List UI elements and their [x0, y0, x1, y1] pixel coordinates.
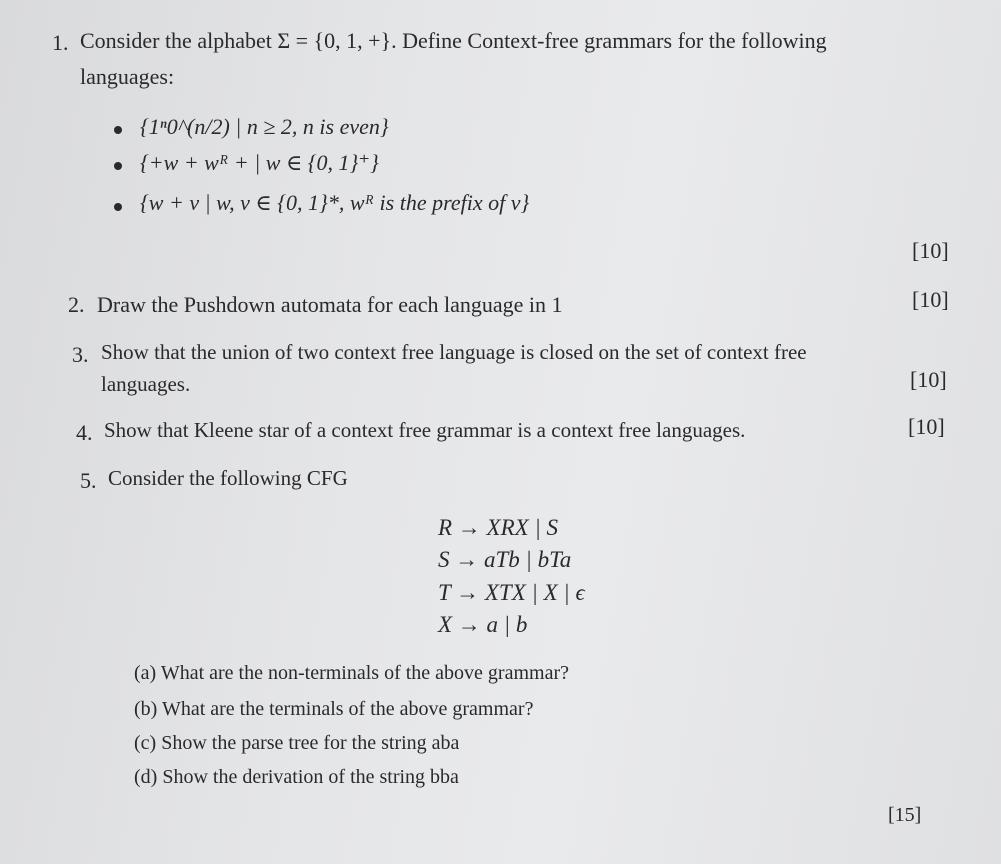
q5-marks: [15]	[888, 804, 922, 826]
grammar-rule-t: T → XTX | X | ϵ	[438, 580, 585, 605]
grammar-rule-x: X → a | b	[438, 612, 528, 637]
q3-text-line2: languages.	[101, 372, 191, 396]
q3-marks: [10]	[910, 367, 947, 392]
q5-number: 5.	[80, 468, 97, 493]
q5-text: Consider the following CFG	[108, 466, 348, 490]
q2-number: 2.	[68, 292, 85, 317]
bullet-icon	[114, 203, 122, 211]
bullet-icon	[114, 126, 122, 134]
bullet-icon	[114, 162, 122, 170]
grammar-rule-s: S → aTb | bTa	[438, 547, 572, 572]
grammar-rule-r: R → XRX | S	[438, 515, 559, 540]
q1-marks: [10]	[912, 238, 949, 263]
q2-text: Draw the Pushdown automata for each language in 1	[97, 292, 563, 317]
q4-marks: [10]	[908, 414, 945, 439]
q3-number: 3.	[72, 342, 89, 367]
q1-bullet-2: {+w + wᴿ + | w ∈ {0, 1}⁺}	[140, 150, 379, 175]
q5-subquestion-b: (b) What are the terminals of the above grammar?	[134, 698, 534, 720]
q1-text-line2: languages:	[80, 64, 175, 89]
q5-subquestion-d: (d) Show the derivation of the string bba	[134, 766, 459, 788]
q3-text-line1: Show that the union of two context free language is closed on the set of context free	[101, 340, 807, 364]
q1-bullet-1: {1ⁿ0^(n/2) | n ≥ 2, n is even}	[140, 114, 389, 139]
q2-marks: [10]	[912, 287, 949, 312]
q1-bullet-3: {w + v | w, v ∈ {0, 1}*, wᴿ is the prefix of v}	[140, 190, 530, 215]
q4-number: 4.	[76, 420, 93, 445]
q5-subquestion-a: (a) What are the non-terminals of the above grammar?	[134, 662, 569, 684]
q5-subquestion-c: (c) Show the parse tree for the string aba	[134, 732, 460, 754]
q4-text: Show that Kleene star of a context free grammar is a context free languages.	[104, 418, 746, 442]
q1-text-line1: Consider the alphabet Σ = {0, 1, +}. Define Context-free grammars for the following	[80, 28, 827, 53]
q1-number: 1.	[52, 30, 69, 55]
